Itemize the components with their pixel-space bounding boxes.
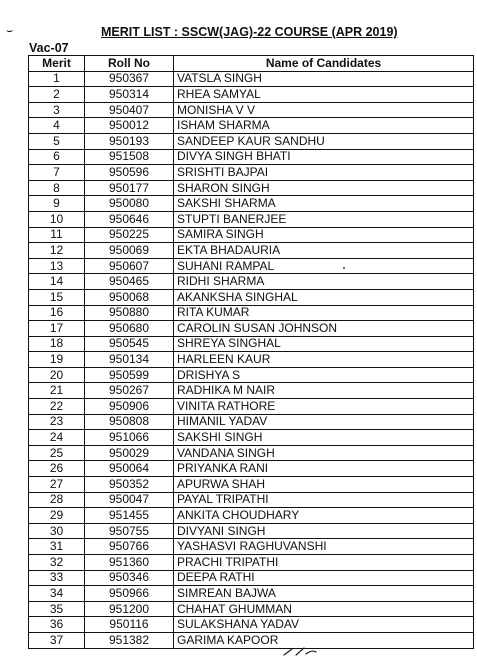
merit-number-cell: 21: [29, 383, 85, 399]
candidate-name-cell: RHEA SAMYAL: [174, 87, 474, 103]
table-row: [29, 133, 474, 149]
table-row: [29, 523, 474, 539]
merit-number-cell: 25: [29, 445, 85, 461]
merit-number-cell: 14: [29, 274, 85, 290]
merit-number-cell: 34: [29, 586, 85, 602]
merit-number-cell: 18: [29, 336, 85, 352]
roll-number-cell: 950064: [85, 461, 174, 477]
roll-number-cell: 950314: [85, 87, 174, 103]
roll-number-cell: 950134: [85, 352, 174, 368]
roll-number-cell: 950193: [85, 133, 174, 149]
table-row: [29, 430, 474, 446]
merit-number-cell: 35: [29, 601, 85, 617]
table-row: [29, 71, 474, 87]
table-row: [29, 118, 474, 134]
merit-number-cell: 9: [29, 196, 85, 212]
merit-number-cell: 10: [29, 211, 85, 227]
candidate-name-cell: SUHANI RAMPAL: [174, 258, 474, 274]
roll-number-cell: 950966: [85, 586, 174, 602]
merit-number-cell: 33: [29, 570, 85, 586]
table-row: [29, 102, 474, 118]
roll-number-cell: 950346: [85, 570, 174, 586]
roll-number-cell: 950068: [85, 289, 174, 305]
candidate-name-cell: SANDEEP KAUR SANDHU: [174, 133, 474, 149]
merit-number-cell: 15: [29, 289, 85, 305]
roll-number-cell: 950680: [85, 321, 174, 337]
table-row: [29, 180, 474, 196]
roll-number-cell: 950116: [85, 617, 174, 633]
merit-number-cell: 26: [29, 461, 85, 477]
table-row: [29, 601, 474, 617]
table-row: [29, 321, 474, 337]
roll-number-cell: 951360: [85, 555, 174, 571]
merit-number-cell: 31: [29, 539, 85, 555]
merit-number-cell: 12: [29, 243, 85, 259]
roll-number-cell: 951455: [85, 508, 174, 524]
table-row: [29, 445, 474, 461]
table-row: [29, 258, 474, 274]
candidate-name-cell: RADHIKA M NAIR: [174, 383, 474, 399]
merit-number-cell: 27: [29, 477, 85, 493]
roll-number-cell: 950225: [85, 227, 174, 243]
merit-number-cell: 36: [29, 617, 85, 633]
roll-number-cell: 950880: [85, 305, 174, 321]
merit-number-cell: 5: [29, 133, 85, 149]
table-row: [29, 586, 474, 602]
candidate-name-cell: SHARON SINGH: [174, 180, 474, 196]
table-row: [29, 492, 474, 508]
roll-number-cell: 951508: [85, 149, 174, 165]
merit-number-cell: 3: [29, 102, 85, 118]
candidate-name-cell: DRISHYA S: [174, 367, 474, 383]
candidate-name-cell: YASHASVI RAGHUVANSHI: [174, 539, 474, 555]
candidate-name-cell: SRISHTI BAJPAI: [174, 165, 474, 181]
table-row: [29, 149, 474, 165]
roll-number-cell: 950607: [85, 258, 174, 274]
candidate-name-cell: HARLEEN KAUR: [174, 352, 474, 368]
table-row: [29, 367, 474, 383]
candidate-name-cell: VINITA RATHORE: [174, 399, 474, 415]
candidate-name-cell: DIVYA SINGH BHATI: [174, 149, 474, 165]
merit-number-cell: 22: [29, 399, 85, 415]
roll-number-cell: 950465: [85, 274, 174, 290]
table-row: [29, 305, 474, 321]
table-row: [29, 461, 474, 477]
roll-number-cell: 951066: [85, 430, 174, 446]
candidate-name-cell: RITA KUMAR: [174, 305, 474, 321]
table-row: [29, 165, 474, 181]
roll-number-cell: 950177: [85, 180, 174, 196]
table-row: [29, 570, 474, 586]
candidate-name-cell: APURWA SHAH: [174, 477, 474, 493]
merit-number-cell: 17: [29, 321, 85, 337]
merit-number-cell: 2: [29, 87, 85, 103]
roll-number-cell: 950407: [85, 102, 174, 118]
merit-number-cell: 28: [29, 492, 85, 508]
merit-table-body: [29, 71, 474, 648]
roll-number-cell: 951200: [85, 601, 174, 617]
candidate-name-cell: SAKSHI SINGH: [174, 430, 474, 446]
candidate-name-cell: HIMANIL YADAV: [174, 414, 474, 430]
candidate-name-cell: AKANKSHA SINGHAL: [174, 289, 474, 305]
candidate-name-cell: SULAKSHANA YADAV: [174, 617, 474, 633]
candidate-name-cell: ANKITA CHOUDHARY: [174, 508, 474, 524]
roll-number-cell: 950069: [85, 243, 174, 259]
merit-table: [28, 55, 474, 649]
table-row: [29, 243, 474, 259]
merit-number-cell: 1: [29, 71, 85, 87]
candidate-name-cell: CHAHAT GHUMMAN: [174, 601, 474, 617]
merit-number-cell: 23: [29, 414, 85, 430]
merit-number-cell: 32: [29, 555, 85, 571]
candidate-name-column-header: Name of Candidates: [174, 56, 474, 72]
roll-number-cell: 950755: [85, 523, 174, 539]
merit-number-cell: 7: [29, 165, 85, 181]
table-row: [29, 211, 474, 227]
merit-number-cell: 29: [29, 508, 85, 524]
table-row: [29, 539, 474, 555]
table-row: [29, 352, 474, 368]
table-row: [29, 477, 474, 493]
table-row: [29, 336, 474, 352]
roll-number-cell: 950599: [85, 367, 174, 383]
merit-number-cell: 37: [29, 632, 85, 648]
candidate-name-cell: EKTA BHADAURIA: [174, 243, 474, 259]
merit-number-cell: 11: [29, 227, 85, 243]
candidate-name-cell: DIVYANI SINGH: [174, 523, 474, 539]
candidate-name-cell: GARIMA KAPOOR: [174, 632, 474, 648]
scan-mark-glyph: ⌣: [6, 25, 14, 37]
roll-number-cell: 950047: [85, 492, 174, 508]
signature-mark-icon: [282, 646, 322, 657]
candidate-name-cell: SHREYA SINGHAL: [174, 336, 474, 352]
roll-number-cell: 950545: [85, 336, 174, 352]
merit-number-cell: 13: [29, 258, 85, 274]
table-row: [29, 289, 474, 305]
roll-number-cell: 950029: [85, 445, 174, 461]
table-row: [29, 196, 474, 212]
table-row: [29, 274, 474, 290]
candidate-name-cell: VANDANA SINGH: [174, 445, 474, 461]
candidate-name-cell: MONISHA V V: [174, 102, 474, 118]
roll-number-cell: 950012: [85, 118, 174, 134]
page-title: MERIT LIST : SSCW(JAG)-22 COURSE (APR 2019): [101, 25, 398, 39]
table-row: [29, 227, 474, 243]
candidate-name-cell: DEEPA RATHI: [174, 570, 474, 586]
roll-number-cell: 950596: [85, 165, 174, 181]
merit-column-header: Merit: [29, 56, 85, 72]
roll-number-cell: 950906: [85, 399, 174, 415]
candidate-name-cell: STUPTI BANERJEE: [174, 211, 474, 227]
roll-no-column-header: Roll No: [85, 56, 174, 72]
candidate-name-cell: SAKSHI SHARMA: [174, 196, 474, 212]
roll-number-cell: 950646: [85, 211, 174, 227]
table-row: [29, 632, 474, 648]
table-row: [29, 399, 474, 415]
roll-number-cell: 950367: [85, 71, 174, 87]
table-header-row: [29, 56, 474, 72]
roll-number-cell: 950766: [85, 539, 174, 555]
table-row: [29, 414, 474, 430]
candidate-name-cell: PAYAL TRIPATHI: [174, 492, 474, 508]
table-row: [29, 508, 474, 524]
roll-number-cell: 950267: [85, 383, 174, 399]
candidate-name-cell: SAMIRA SINGH: [174, 227, 474, 243]
roll-number-cell: 950352: [85, 477, 174, 493]
merit-number-cell: 19: [29, 352, 85, 368]
roll-number-cell: 950080: [85, 196, 174, 212]
table-row: [29, 87, 474, 103]
candidate-name-cell: PRACHI TRIPATHI: [174, 555, 474, 571]
table-row: [29, 555, 474, 571]
table-row: [29, 617, 474, 633]
merit-number-cell: 24: [29, 430, 85, 446]
merit-number-cell: 6: [29, 149, 85, 165]
merit-number-cell: 4: [29, 118, 85, 134]
vacancy-label: Vac-07: [29, 41, 69, 55]
merit-number-cell: 30: [29, 523, 85, 539]
candidate-name-cell: CAROLIN SUSAN JOHNSON: [174, 321, 474, 337]
merit-number-cell: 16: [29, 305, 85, 321]
candidate-name-cell: RIDHI SHARMA: [174, 274, 474, 290]
table-row: [29, 383, 474, 399]
merit-number-cell: 20: [29, 367, 85, 383]
roll-number-cell: 950808: [85, 414, 174, 430]
scan-speck: [343, 267, 345, 269]
candidate-name-cell: ISHAM SHARMA: [174, 118, 474, 134]
candidate-name-cell: VATSLA SINGH: [174, 71, 474, 87]
candidate-name-cell: SIMREAN BAJWA: [174, 586, 474, 602]
roll-number-cell: 951382: [85, 632, 174, 648]
candidate-name-cell: PRIYANKA RANI: [174, 461, 474, 477]
merit-number-cell: 8: [29, 180, 85, 196]
